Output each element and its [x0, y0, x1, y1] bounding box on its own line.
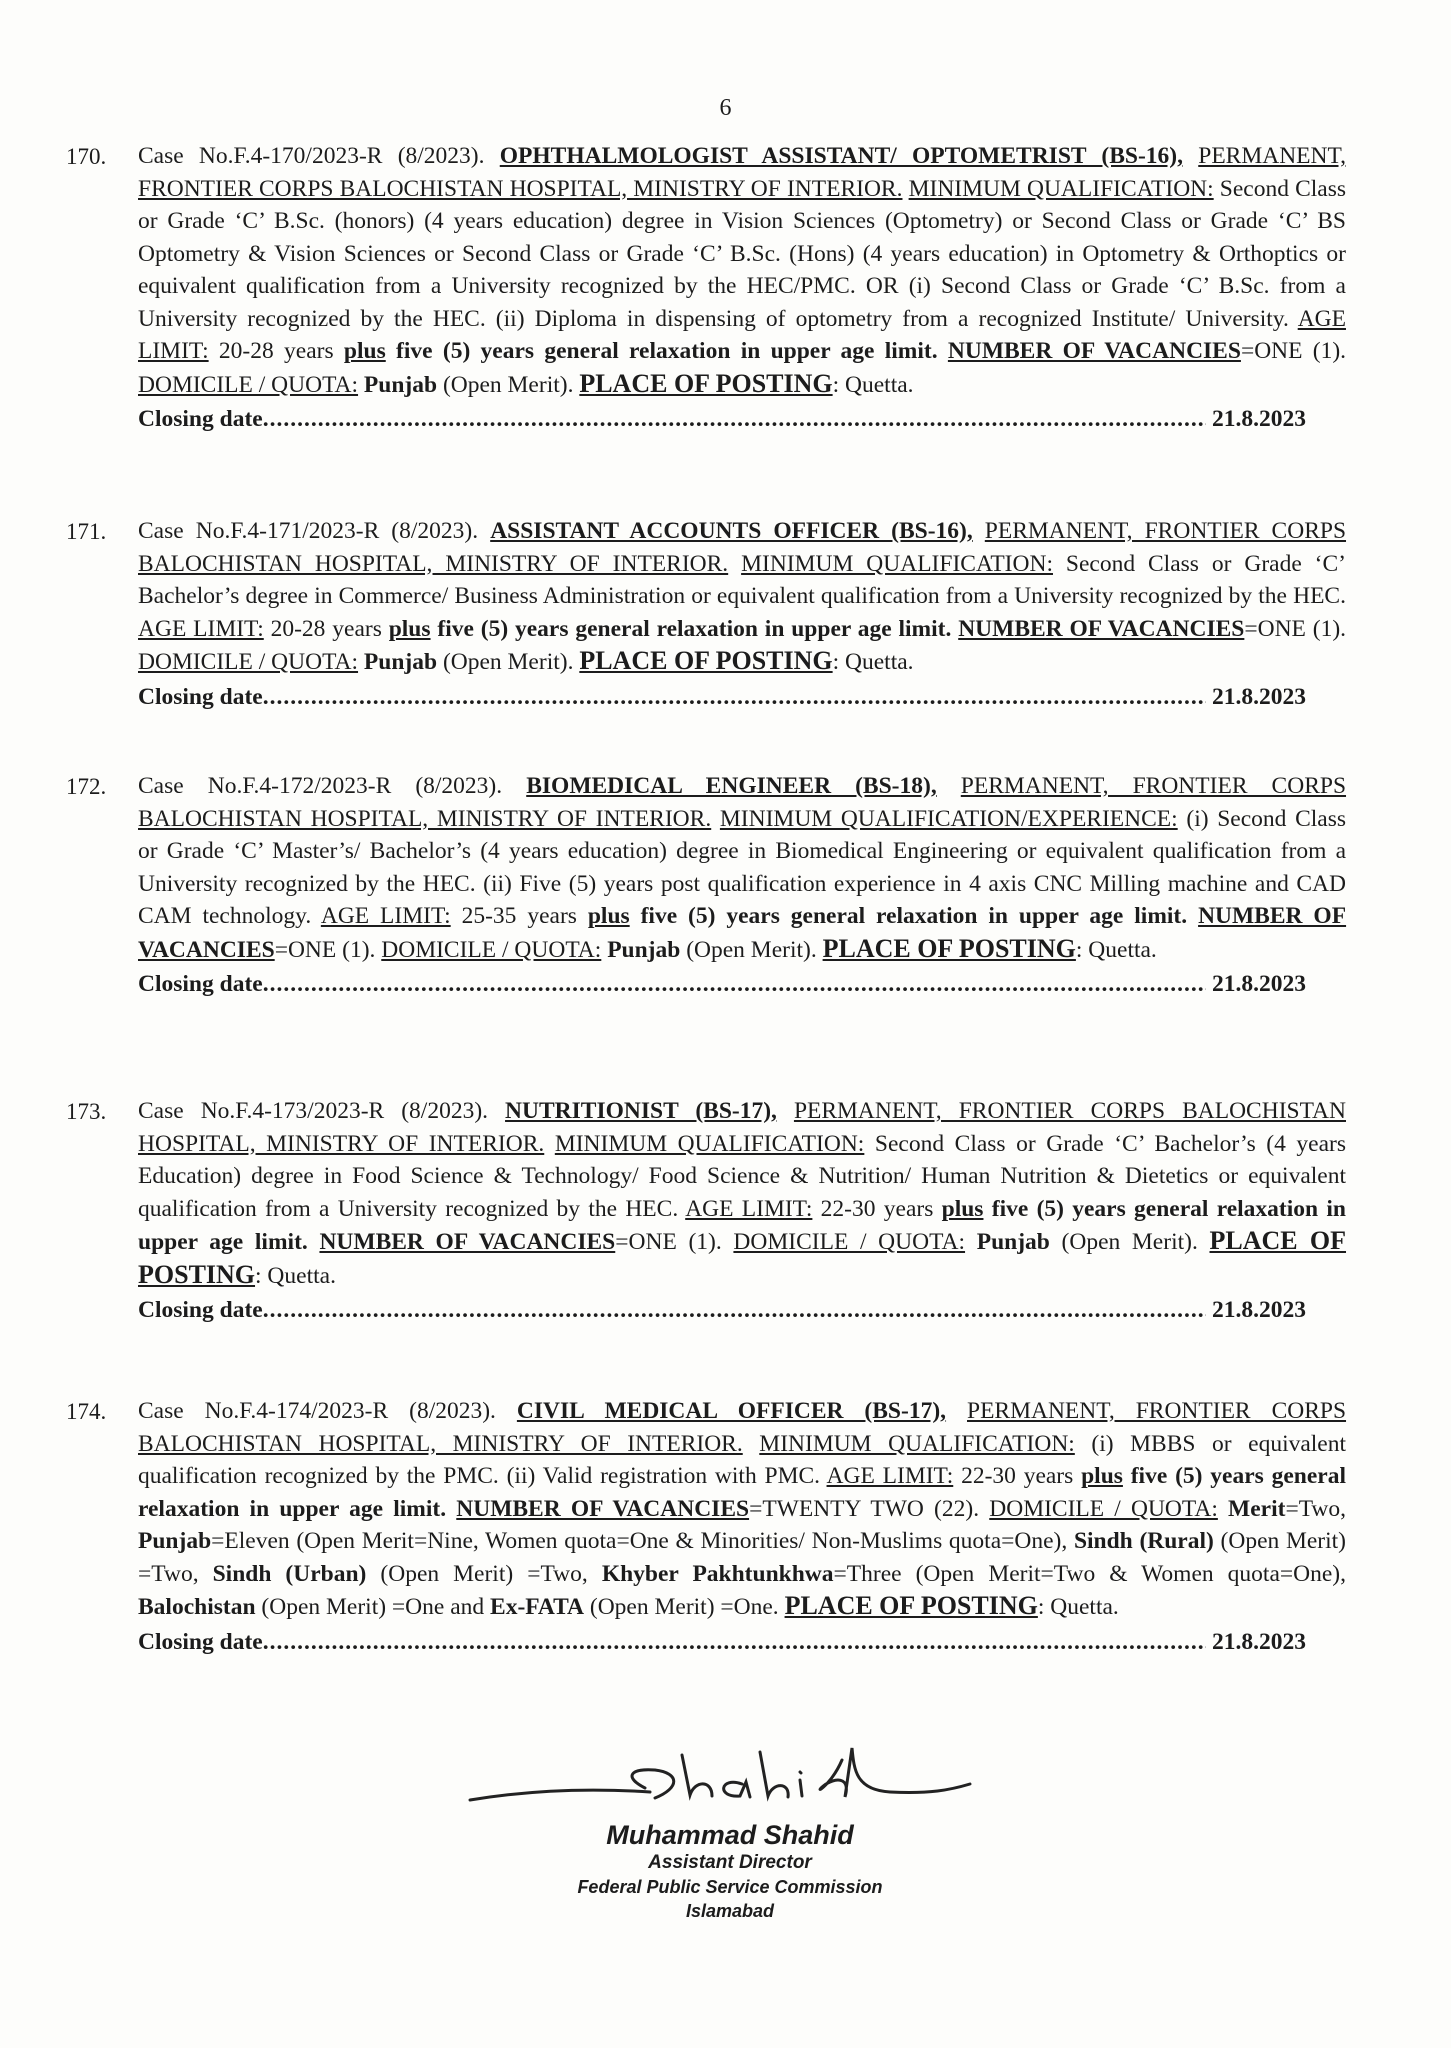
- place-of-posting-label: PLACE OF POSTING: [822, 933, 1076, 963]
- post-title: OPHTHALMOLOGIST ASSISTANT/ OPTOMETRIST (BS-16),: [499, 143, 1183, 169]
- closing-date-label: Closing date: [138, 406, 263, 432]
- vacancies-value: =ONE (1).: [1244, 615, 1347, 642]
- leader-dots: [263, 403, 1206, 436]
- qualification-label: MINIMUM QUALIFICATION:: [908, 175, 1214, 202]
- post-title: BIOMEDICAL ENGINEER (BS-18),: [526, 773, 937, 799]
- age-relaxation: five (5) years general relaxation in upper age limit.: [138, 1195, 1346, 1255]
- post-title: NUTRITIONIST (BS-17),: [505, 1098, 777, 1124]
- entry-number: 171.: [66, 519, 107, 544]
- age-relaxation: five (5) years general relaxation in upper age limit.: [640, 903, 1188, 929]
- signature-block: [420, 1740, 1040, 1923]
- plus-word: plus: [343, 338, 386, 364]
- age-limit-label: AGE LIMIT:: [138, 615, 264, 642]
- entry-number: 173.: [66, 1099, 107, 1124]
- qualification-label: MINIMUM QUALIFICATION:: [741, 550, 1053, 577]
- age-relaxation: five (5) years general relaxation in upper age limit.: [396, 338, 938, 364]
- closing-date-label: Closing date: [138, 971, 263, 997]
- closing-date-value: 21.8.2023: [1212, 971, 1306, 997]
- closing-date-row: [138, 681, 1346, 714]
- age-limit-value: 22-30 years: [820, 1195, 934, 1222]
- vacancy-entry: [66, 1395, 1346, 1658]
- vacancies-label: NUMBER OF VACANCIES: [958, 615, 1245, 642]
- leader-dots: [263, 1294, 1206, 1327]
- case-number: Case No.F.4-171/2023-R (8/2023).: [138, 518, 479, 544]
- leader-dots: [263, 1626, 1206, 1659]
- vacancies-label: NUMBER OF VACANCIES: [456, 1495, 750, 1522]
- entry-body: [138, 770, 1346, 1001]
- vacancies-label: NUMBER OF VACANCIES: [138, 903, 1347, 963]
- place-of-posting-label: PLACE OF POSTING: [579, 646, 833, 675]
- age-relaxation: five (5) years general relaxation in upper age limit.: [437, 615, 952, 642]
- plus-word: plus: [587, 903, 630, 929]
- post-organization: PERMANENT, FRONTIER CORPS BALOCHISTAN HOSPITAL, MINISTRY OF INTERIOR.: [138, 773, 1347, 832]
- post-organization: PERMANENT, FRONTIER CORPS BALOCHISTAN HOSPITAL, MINISTRY OF INTERIOR.: [138, 518, 1347, 577]
- closing-date-value: 21.8.2023: [1212, 406, 1306, 432]
- age-limit-value: 22-30 years: [961, 1463, 1074, 1489]
- closing-date-row: [138, 1294, 1346, 1327]
- post-organization: PERMANENT, FRONTIER CORPS BALOCHISTAN HOSPITAL, MINISTRY OF INTERIOR.: [138, 143, 1346, 202]
- closing-date-label: Closing date: [138, 1628, 263, 1655]
- qualification-text: Second Class or Grade ‘C’ Bachelor’s degree in Commerce/ Business Administration or equivalent qualification from a University recognized by the HEC.: [138, 550, 1346, 609]
- domicile-label: DOMICILE / QUOTA:: [733, 1229, 966, 1255]
- domicile-value: Punjab (Open Merit).: [363, 371, 574, 398]
- entry-body: [138, 140, 1346, 436]
- qualification-text: Second Class or Grade ‘C’ Bachelor’s (4 years Education) degree in Food Science & Technology/ Food Science & Nutrition/ Human Nutrition & Dietetics or equivalent qualification from a University recognized by the HEC.: [138, 1130, 1347, 1222]
- place-of-posting-label: PLACE OF POSTING: [579, 368, 833, 398]
- plus-word: plus: [941, 1195, 984, 1222]
- vacancy-entry: [66, 1095, 1346, 1327]
- age-limit-label: AGE LIMIT:: [685, 1195, 813, 1222]
- qualification-text: (i) MBBS or equivalent qualification recognized by the PMC. (ii) Valid registration with PMC.: [138, 1430, 1347, 1489]
- case-number: Case No.F.4-172/2023-R (8/2023).: [138, 773, 503, 799]
- plus-word: plus: [388, 615, 431, 642]
- age-limit-label: AGE LIMIT:: [138, 305, 1346, 364]
- age-limit-value: 20-28 years: [270, 615, 382, 642]
- domicile-value: Merit=Two, Punjab=Eleven (Open Merit=Nine, Women quota=One & Minorities/ Non-Muslims quota=One), Sindh (Rural) (Open Merit) =Two, Sindh (Urban) (Open Merit) =Two, Khyber Pakhtunkhwa=Three (Open Merit=Two & Women quota=One), Balochistan (Open Merit) =One and Ex-FATA (Open Merit) =One.: [138, 1495, 1347, 1620]
- place-of-posting-label: PLACE OF POSTING: [138, 1226, 1347, 1289]
- closing-date-row: [138, 403, 1346, 436]
- closing-date-value: 21.8.2023: [1212, 683, 1306, 710]
- place-of-posting-value: : Quetta.: [255, 1262, 336, 1289]
- page-number: 6: [719, 95, 732, 121]
- vacancies-label: NUMBER OF VACANCIES: [947, 338, 1241, 364]
- qualification-text: (i) Second Class or Grade ‘C’ Master’s/ Bachelor’s (4 years education) degree in Biomedical Engineering or equivalent qualification from a University recognized by the HEC. (ii) Five (5) years post qualification experience in 4 axis CNC Milling machine and CAD CAM technology.: [138, 805, 1347, 929]
- vacancies-value: =ONE (1).: [615, 1229, 722, 1255]
- qualification-label: MINIMUM QUALIFICATION/EXPERIENCE:: [719, 805, 1178, 832]
- post-organization: PERMANENT, FRONTIER CORPS BALOCHISTAN HOSPITAL, MINISTRY OF INTERIOR.: [138, 1398, 1347, 1457]
- post-organization: PERMANENT, FRONTIER CORPS BALOCHISTAN HOSPITAL, MINISTRY OF INTERIOR.: [138, 1098, 1346, 1157]
- domicile-value: Punjab (Open Merit).: [363, 649, 574, 675]
- qualification-label: MINIMUM QUALIFICATION:: [759, 1430, 1075, 1457]
- case-number: Case No.F.4-174/2023-R (8/2023).: [138, 1398, 496, 1424]
- place-of-posting-label: PLACE OF POSTING: [784, 1591, 1038, 1620]
- place-of-posting-value: : Quetta.: [1075, 936, 1157, 963]
- age-relaxation: five (5) years general relaxation in upper age limit.: [138, 1463, 1346, 1522]
- vacancies-value: =TWENTY TWO (22).: [749, 1495, 980, 1522]
- signer-name: Muhammad Shahid: [606, 1820, 854, 1850]
- handwritten-signature: [450, 1740, 1010, 1820]
- vacancies-value: =ONE (1).: [1240, 338, 1347, 364]
- place-of-posting-value: : Quetta.: [832, 371, 914, 398]
- post-title: ASSISTANT ACCOUNTS OFFICER (BS-16),: [490, 518, 973, 544]
- signer-office: Federal Public Service Commission: [577, 1877, 883, 1897]
- domicile-value: Punjab (Open Merit).: [976, 1229, 1198, 1255]
- domicile-label: DOMICILE / QUOTA:: [381, 936, 602, 963]
- age-limit-value: 25-35 years: [461, 903, 577, 929]
- plus-word: plus: [1081, 1463, 1123, 1489]
- age-limit-label: AGE LIMIT:: [826, 1463, 954, 1489]
- entry-number: 170.: [66, 144, 107, 169]
- case-number: Case No.F.4-170/2023-R (8/2023).: [138, 143, 485, 169]
- closing-date-value: 21.8.2023: [1212, 1628, 1306, 1655]
- closing-date-label: Closing date: [138, 1297, 263, 1323]
- domicile-label: DOMICILE / QUOTA:: [989, 1495, 1218, 1522]
- signer-city: Islamabad: [685, 1901, 775, 1921]
- domicile-value: Punjab (Open Merit).: [607, 936, 817, 963]
- age-limit-value: 20-28 years: [218, 338, 334, 364]
- vacancies-value: =ONE (1).: [274, 936, 376, 963]
- qualification-text: Second Class or Grade ‘C’ B.Sc. (honors) (4 years education) degree in Vision Sciences (Optometry) or Second Class or Grade ‘C’ BS Optometry & Vision Sciences or Second Class or Grade ‘C’ B.Sc. (Hons) (4 years education) in Optometry & Orthoptics or equivalent qualification from a University recognized by the HEC/PMC. OR (i) Second Class or Grade ‘C’ B.Sc. from a University recognized by the HEC. (ii) Diploma in dispensing of optometry from a recognized Institute/ University.: [138, 175, 1346, 332]
- domicile-label: DOMICILE / QUOTA:: [138, 649, 359, 675]
- vacancies-label: NUMBER OF VACANCIES: [319, 1229, 616, 1255]
- entry-number: 174.: [66, 1399, 107, 1424]
- case-number: Case No.F.4-173/2023-R (8/2023).: [138, 1098, 489, 1124]
- leader-dots: [263, 681, 1206, 714]
- closing-date-row: [138, 1626, 1346, 1659]
- entry-body: [138, 1095, 1346, 1327]
- entry-body: [138, 515, 1346, 713]
- closing-date-value: 21.8.2023: [1212, 1297, 1306, 1323]
- post-title: CIVIL MEDICAL OFFICER (BS-17),: [516, 1398, 947, 1424]
- age-limit-label: AGE LIMIT:: [320, 903, 451, 929]
- entry-body: [138, 1395, 1346, 1658]
- vacancy-entry: [66, 515, 1346, 713]
- qualification-label: MINIMUM QUALIFICATION:: [554, 1130, 865, 1157]
- place-of-posting-value: : Quetta.: [832, 649, 914, 675]
- entry-number: 172.: [66, 774, 107, 799]
- domicile-label: DOMICILE / QUOTA:: [138, 371, 359, 398]
- place-of-posting-value: : Quetta.: [1037, 1594, 1119, 1620]
- vacancy-entry: [66, 770, 1346, 1001]
- leader-dots: [263, 968, 1206, 1001]
- closing-date-label: Closing date: [138, 683, 263, 710]
- vacancy-entry: [66, 140, 1346, 436]
- closing-date-row: [138, 968, 1346, 1001]
- signer-designation: Assistant Director: [648, 1852, 812, 1873]
